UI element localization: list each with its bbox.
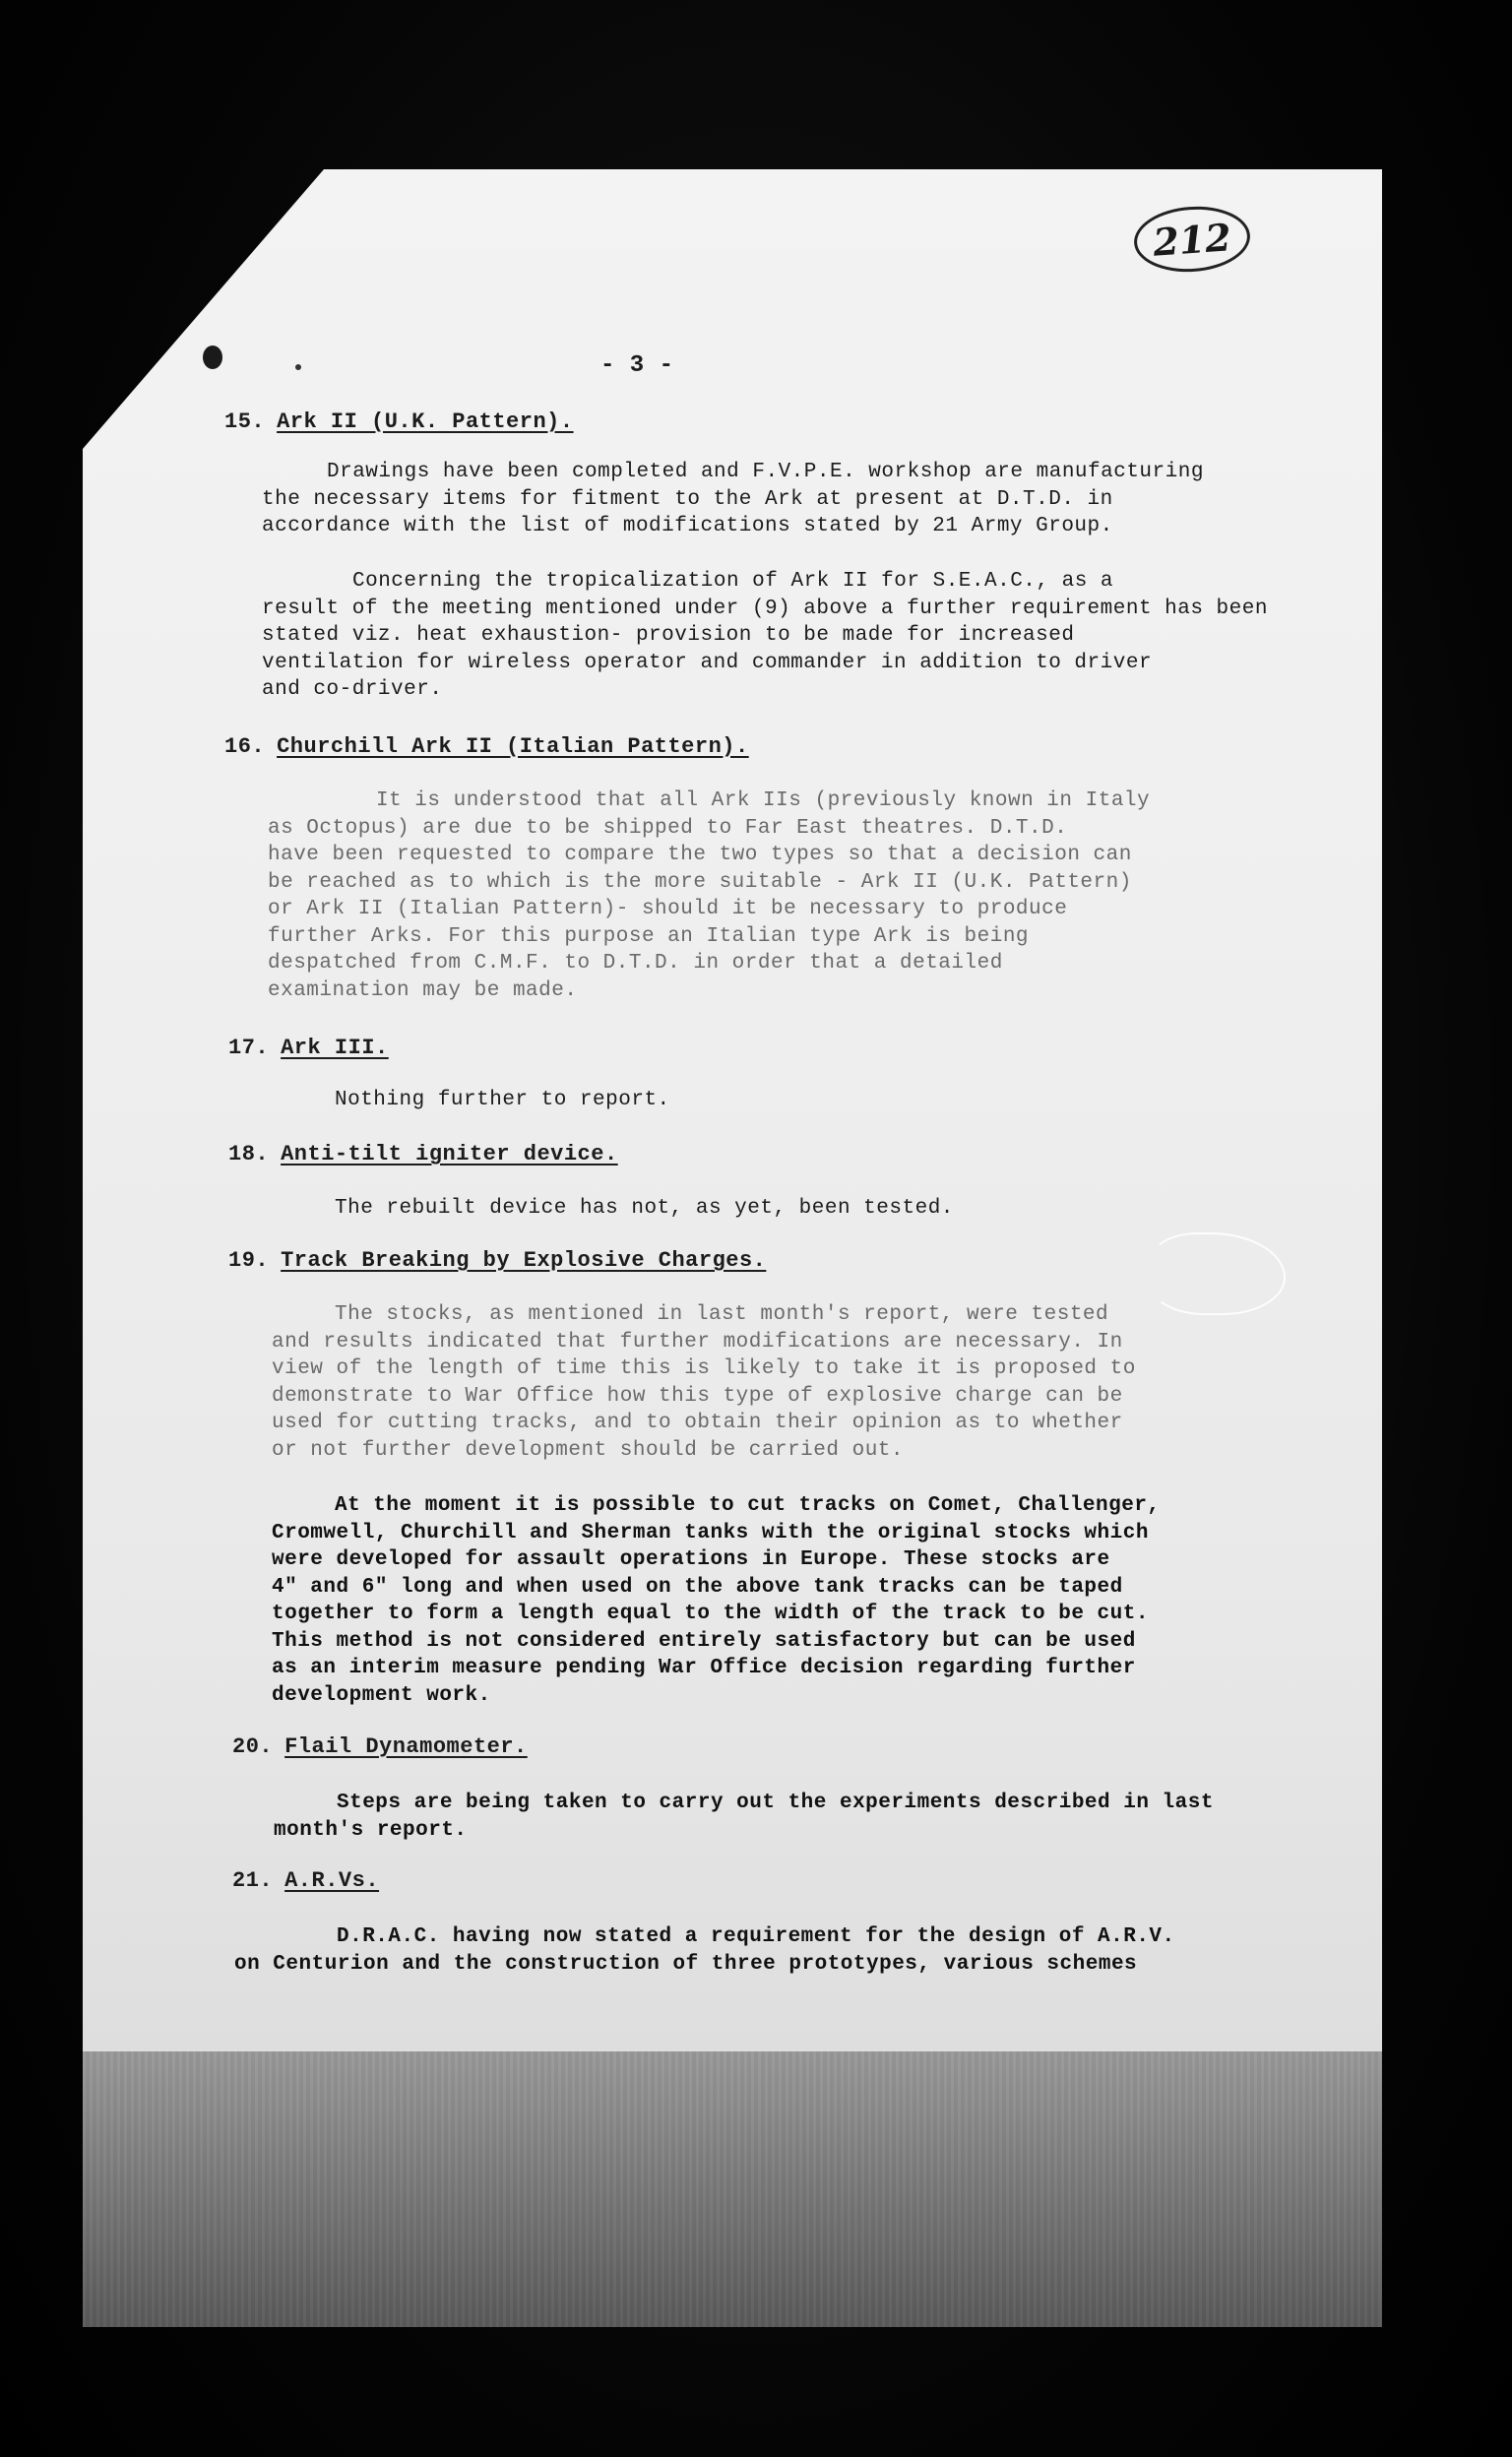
punch-hole-mark	[203, 346, 222, 369]
section-20-paragraph-1: Steps are being taken to carry out the experiments described in last month's report.	[274, 1792, 1214, 1842]
folio-number-stamp: 212	[1132, 203, 1252, 276]
section-16-paragraph-1: It is understood that all Ark IIs (previously known in Italy as Octopus) are due to be shipped to Far East theatres. D.T.D. have been requested to compare the two types so that a decision can be reached as to which is the more suitable - Ark II (U.K. Pattern) or Ark II (Italian Pattern)- should it be necessary to produce further Arks. For this purpose an Italian type Ark is being despatched from C.M.F. to D.T.D. in order that a detailed examination may be made.	[268, 789, 1151, 1002]
section-17-paragraph-1: Nothing further to report.	[335, 1089, 670, 1111]
page-shadow-band	[83, 2051, 1382, 2327]
section-16-heading: 16. Churchill Ark II (Italian Pattern).	[224, 734, 749, 759]
section-18-heading: 18. Anti-tilt igniter device.	[228, 1142, 618, 1166]
section-18-paragraph-1: The rebuilt device has not, as yet, been tested.	[335, 1197, 954, 1220]
ink-speck	[295, 364, 301, 370]
section-15-paragraph-2: Concerning the tropicalization of Ark II for S.E.A.C., as a result of the meeting mentioned under (9) above a further requirement has been stated viz. heat exhaustion- provision to be made for increased ventilation for wireless operator and commander in addition to driver and co-driver.	[262, 570, 1268, 701]
section-19-paragraph-1: The stocks, as mentioned in last month's report, were tested and results indicated that further modifications are necessary. In view of the length of time this is likely to take it is proposed to demonstrate to War Office how this type of explosive charge can be used for cutting tracks, and to obtain their opinion as to whether or not further development should be carried out.	[272, 1303, 1136, 1462]
document-page	[83, 169, 1382, 2051]
section-17-heading: 17. Ark III.	[228, 1036, 389, 1060]
section-20-heading: 20. Flail Dynamometer.	[232, 1734, 528, 1759]
section-21-heading: 21. A.R.Vs.	[232, 1868, 380, 1893]
section-15-heading: 15. Ark II (U.K. Pattern).	[224, 410, 574, 434]
section-21-paragraph-1: D.R.A.C. having now stated a requirement for the design of A.R.V. on Centurion and the construction of three prototypes, various schemes	[234, 1925, 1175, 1976]
section-19-paragraph-2: At the moment it is possible to cut tracks on Comet, Challenger, Cromwell, Churchill and Sherman tanks with the original stocks which were developed for assault operations in Europe. These stocks are 4" and 6" long and when used on the above tank tracks can be taped together to form a length equal to the width of the track to be cut. This method is not considered entirely satisfactory but can be used as an interim measure pending War Office decision regarding further development work.	[272, 1494, 1161, 1707]
section-19-heading: 19. Track Breaking by Explosive Charges.	[228, 1248, 767, 1273]
section-15-paragraph-1: Drawings have been completed and F.V.P.E. workshop are manufacturing the necessary items for fitment to the Ark at present at D.T.D. in accordance with the list of modifications stated by 21 Army Group.	[262, 461, 1204, 537]
page-number: - 3 -	[600, 352, 674, 379]
